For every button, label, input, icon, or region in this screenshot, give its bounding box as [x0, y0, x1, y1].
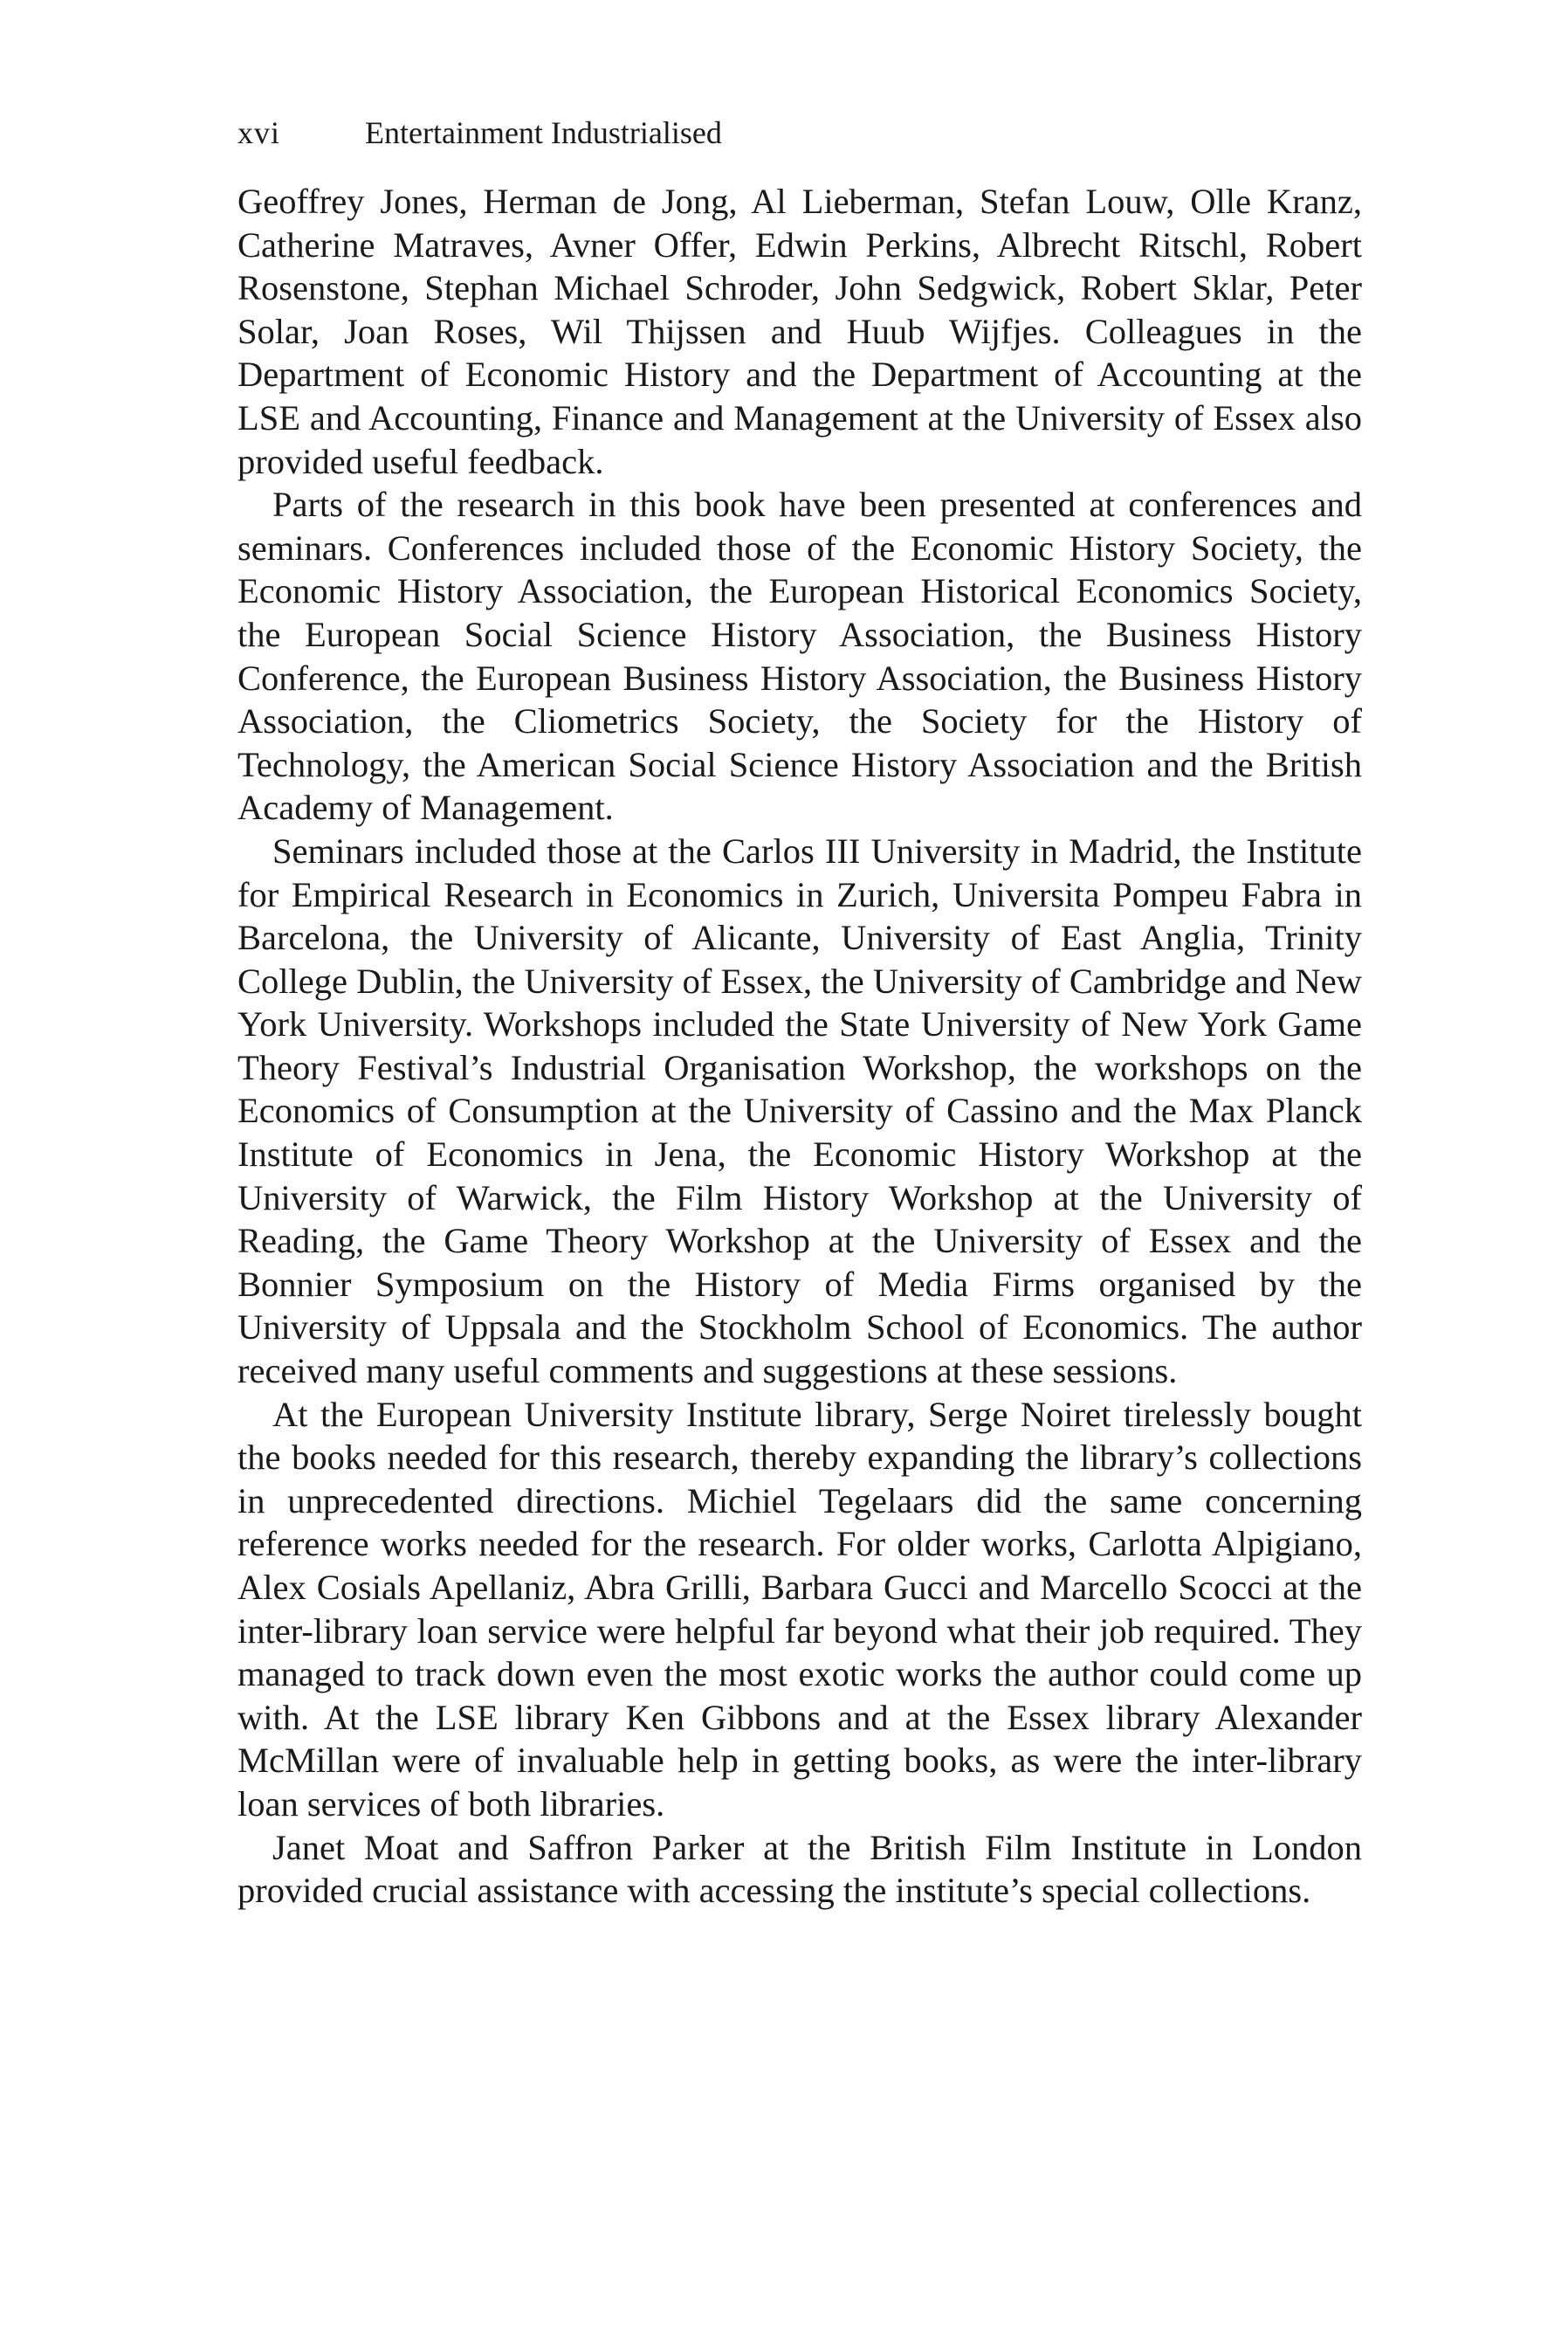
paragraph: Janet Moat and Saffron Parker at the British Film Institute in London provided crucial assistance with accessing the institute’s special collections. [237, 1827, 1362, 1911]
paragraph: Parts of the research in this book have been presented at conferences and seminars. Conferences included those of the Economic History Society, the Economic History Association, the European Historical Economics Society, the European Social Science History Association, the Business History Conference, the European Business History Association, the Business History Association, the Cliometrics Society, the Society for the History of Technology, the American Social Science History Association and the British Academy of Management. [237, 485, 1362, 828]
paragraph: Geoffrey Jones, Herman de Jong, Al Lieberman, Stefan Louw, Olle Kranz, Catherine Matraves, Avner Offer, Edwin Perkins, Albrecht Ritschl, Robert Rosenstone, Stephan Michael Schroder, John Sedgwick, Robert Sklar, Peter Solar, Joan Roses, Wil Thijssen and Huub Wijfjes. Colleagues in the Department of Economic History and the Department of Accounting at the LSE and Accounting, Finance and Management at the University of Essex also provided useful feedback. [237, 182, 1362, 481]
book-page [237, 112, 1362, 1913]
running-header [237, 112, 1362, 154]
paragraph: Seminars included those at the Carlos III University in Madrid, the Institute for Empirical Research in Economics in Zurich, Universita Pompeu Fabra in Barcelona, the University of Alicante, University of East Anglia, Trinity College Dublin, the University of Essex, the University of Cambridge and New York University. Workshops included the State University of New York Game Theory Festival’s Industrial Organisation Workshop, the workshops on the Economics of Consumption at the University of Cassino and the Max Planck Institute of Economics in Jena, the Economic History Workshop at the University of Warwick, the Film History Workshop at the University of Reading, the Game Theory Workshop at the University of Essex and the Bonnier Symposium on the History of Media Firms organised by the University of Uppsala and the Stockholm School of Economics. The author received many useful comments and suggestions at these sessions. [237, 831, 1362, 1391]
running-title: Entertainment Industrialised [365, 115, 722, 150]
body-text [237, 180, 1362, 1913]
page-number: xvi [237, 115, 281, 150]
paragraph: At the European University Institute library, Serge Noiret tirelessly bought the books needed for this research, thereby expanding the library’s collections in unprecedented directions. Michiel Tegelaars did the same concerning reference works needed for the research. For older works, Carlotta Alpigiano, Alex Cosials Apellaniz, Abra Grilli, Barbara Gucci and Marcello Scocci at the inter-library loan service were helpful far beyond what their job required. They managed to track down even the most exotic works the author could come up with. At the LSE library Ken Gibbons and at the Essex library Alexander McMillan were of invaluable help in getting books, as were the inter-library loan services of both libraries. [237, 1394, 1362, 1824]
